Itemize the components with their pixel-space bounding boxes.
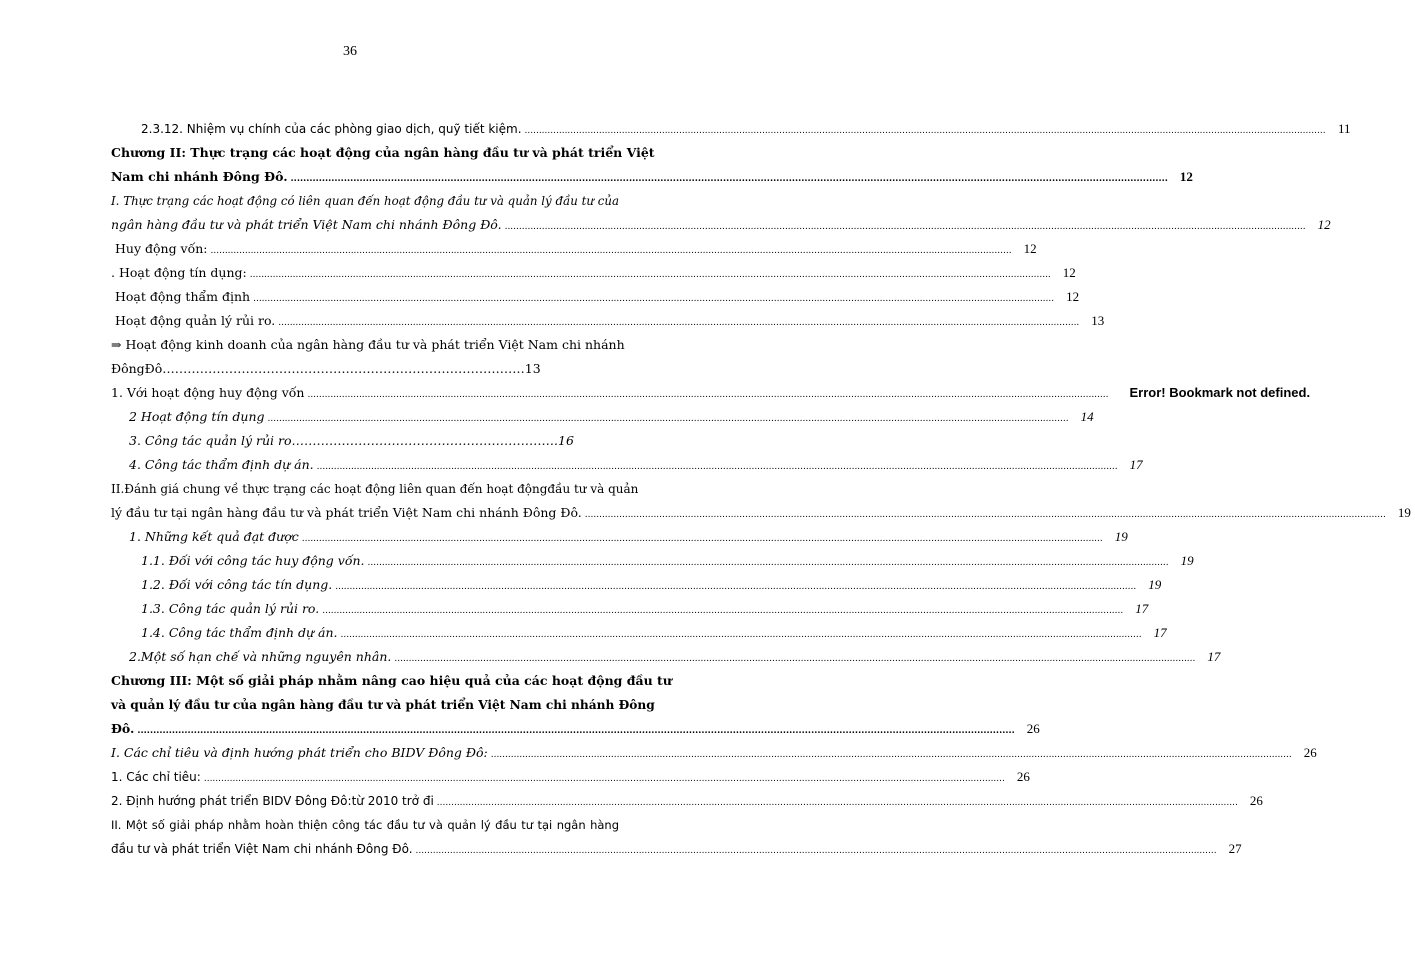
dot-leader: [278, 311, 1079, 335]
toc-entry[interactable]: [111, 285, 1080, 309]
dot-leader: [505, 215, 1306, 239]
toc-entry[interactable]: [111, 261, 1076, 285]
dot-leader: [335, 575, 1136, 599]
toc-entry[interactable]: [111, 237, 1037, 261]
toc-entry-label: 1.4. Công tác thẩm định dự án.: [141, 625, 338, 640]
toc-entry-line[interactable]: và quản lý đầu tư của ngân hàng đầu tư và phát triển Việt Nam chi nhánh Đông: [111, 698, 655, 712]
dot-leader: [302, 527, 1103, 551]
dot-leader: [322, 599, 1123, 623]
toc-entry-label: I. Các chỉ tiêu và định hướng phát triển cho BIDV Đông Đô:: [111, 745, 488, 760]
toc-entry-label: 2 Hoạt động tín dụng: [129, 409, 265, 424]
toc-entry-page: 12: [1179, 169, 1193, 184]
toc-entry-line[interactable]: 3. Công tác quản lý rủi ro……………………………………………………….16: [129, 433, 574, 448]
toc-entry[interactable]: [111, 789, 1263, 813]
toc-entry-page: 13: [1091, 313, 1105, 328]
toc-entry-line[interactable]: ⇒ Hoạt động kinh doanh của ngân hàng đầu tư và phát triển Việt Nam chi nhánh: [111, 337, 625, 352]
toc-entry[interactable]: [111, 621, 1167, 645]
dot-leader: [291, 167, 1168, 191]
toc-entry-page: 17: [1207, 649, 1221, 664]
toc-entry[interactable]: [111, 837, 1242, 861]
toc-entry-page: 26: [1249, 793, 1263, 808]
dot-leader: [204, 767, 1005, 791]
toc-entry-label: 1.3. Công tác quản lý rủi ro.: [141, 601, 320, 616]
toc-entry-line[interactable]: II. Một số giải pháp nhằm hoàn thiện công tác đầu tư và quản lý đầu tư tại ngân hàng: [111, 818, 619, 832]
toc-entry[interactable]: [111, 165, 1193, 189]
toc-entry[interactable]: [111, 717, 1040, 741]
toc-entry-label: 1.2. Đối với công tác tín dụng.: [141, 577, 333, 592]
bookmark-error: Error! Bookmark not defined.: [1129, 385, 1311, 400]
dot-leader: [253, 287, 1054, 311]
toc-entry-page: 26: [1016, 769, 1030, 784]
dot-leader: [491, 743, 1292, 767]
toc-entry-page: 17: [1153, 625, 1167, 640]
dot-leader: [250, 263, 1051, 287]
toc-entry-line[interactable]: I. Thực trạng các hoạt động có liên quan đến hoạt động đầu tư và quản lý đầu tư của: [111, 194, 619, 208]
toc-entry-label: 1. Với hoạt động huy động vốn: [111, 385, 305, 400]
toc-entry-page: 12: [1062, 265, 1076, 280]
toc-entry-page: 19: [1148, 577, 1162, 592]
toc-entry-page: 17: [1129, 457, 1143, 472]
dot-leader: [268, 407, 1069, 431]
toc-entry[interactable]: [111, 381, 1311, 405]
dot-leader: [341, 623, 1142, 647]
toc-entry-label: 2. Định hướng phát triển BIDV Đông Đô:từ 2010 trở đi: [111, 794, 434, 808]
toc-entry-label: Nam chi nhánh Đông Đô.: [111, 169, 288, 184]
toc-entry[interactable]: [111, 645, 1221, 669]
toc-entry-label: đầu tư và phát triển Việt Nam chi nhánh Đông Đô.: [111, 842, 413, 856]
dot-leader: [317, 455, 1118, 479]
toc-entry-label: . Hoạt động tín dụng:: [111, 265, 247, 280]
toc-entry-page: 17: [1135, 601, 1149, 616]
dot-leader: [211, 239, 1012, 263]
toc-entry-line[interactable]: II.Đánh giá chung về thực trạng các hoạt động liên quan đến hoạt độngđầu tư và quản: [111, 482, 639, 496]
toc-entry-label: Huy động vốn:: [115, 241, 208, 256]
toc-entry-label: Hoạt động thẩm định: [115, 289, 251, 304]
page-number: 36: [343, 44, 357, 59]
dot-leader: [368, 551, 1169, 575]
toc-entry[interactable]: [111, 597, 1149, 621]
dot-leader: [437, 791, 1238, 815]
toc-entry-label: Đô.: [111, 721, 135, 736]
toc-entry-label: Hoạt động quản lý rủi ro.: [115, 313, 276, 328]
toc-entry[interactable]: [111, 765, 1030, 789]
toc-entry-label: 1. Những kết quả đạt được: [129, 529, 299, 544]
toc-entry-label: 2.Một số hạn chế và những nguyên nhân.: [129, 649, 392, 664]
toc-entry-page: 12: [1066, 289, 1080, 304]
toc-entry-label: 2.3.12. Nhiệm vụ chính của các phòng giao dịch, quỹ tiết kiệm.: [141, 122, 522, 136]
toc-entry[interactable]: [111, 405, 1094, 429]
toc-entry-line[interactable]: Chương II: Thực trạng các hoạt động của ngân hàng đầu tư và phát triển Việt: [111, 145, 655, 160]
toc-entry-page: 12: [1023, 241, 1037, 256]
dot-leader: [525, 119, 1326, 143]
toc-entry-label: ngân hàng đầu tư và phát triển Việt Nam chi nhánh Đông Đô.: [111, 217, 502, 232]
dot-leader: [307, 383, 1108, 407]
toc-entry-page: 26: [1303, 745, 1317, 760]
toc-entry-page: 14: [1080, 409, 1094, 424]
toc-entry-page: 27: [1228, 841, 1242, 856]
toc-entry[interactable]: [111, 213, 1331, 237]
toc-entry[interactable]: [111, 309, 1105, 333]
toc-entry-page: 19: [1180, 553, 1194, 568]
dot-leader: [137, 719, 1014, 743]
toc-entry[interactable]: [111, 549, 1194, 573]
toc-entry-label: 1.1. Đối với công tác huy động vốn.: [141, 553, 365, 568]
toc-entry[interactable]: [111, 741, 1317, 765]
toc-entry-page: 12: [1317, 217, 1331, 232]
toc-entry-line[interactable]: ĐôngĐô……………………………………………………………………………13: [111, 361, 541, 376]
toc-entry[interactable]: [111, 573, 1162, 597]
toc-entry-page: 26: [1026, 721, 1040, 736]
toc-entry[interactable]: [111, 453, 1143, 477]
toc-entry[interactable]: [111, 117, 1351, 141]
toc-entry-label: 1. Các chỉ tiêu:: [111, 770, 201, 784]
dot-leader: [394, 647, 1195, 671]
toc-entry-line[interactable]: Chương III: Một số giải pháp nhằm nâng cao hiệu quả của các hoạt động đầu tư: [111, 673, 672, 688]
toc-entry-label: 4. Công tác thẩm định dự án.: [129, 457, 314, 472]
dot-leader: [416, 839, 1217, 863]
toc-entry[interactable]: [111, 525, 1128, 549]
toc-entry[interactable]: [111, 501, 1411, 525]
toc-entry-label: lý đầu tư tại ngân hàng đầu tư và phát triển Việt Nam chi nhánh Đông Đô.: [111, 505, 582, 520]
table-of-contents: [111, 117, 1411, 861]
toc-entry-page: 11: [1338, 121, 1351, 136]
toc-entry-page: 19: [1114, 529, 1128, 544]
dot-leader: [585, 503, 1386, 527]
toc-entry-page: 19: [1397, 505, 1411, 520]
